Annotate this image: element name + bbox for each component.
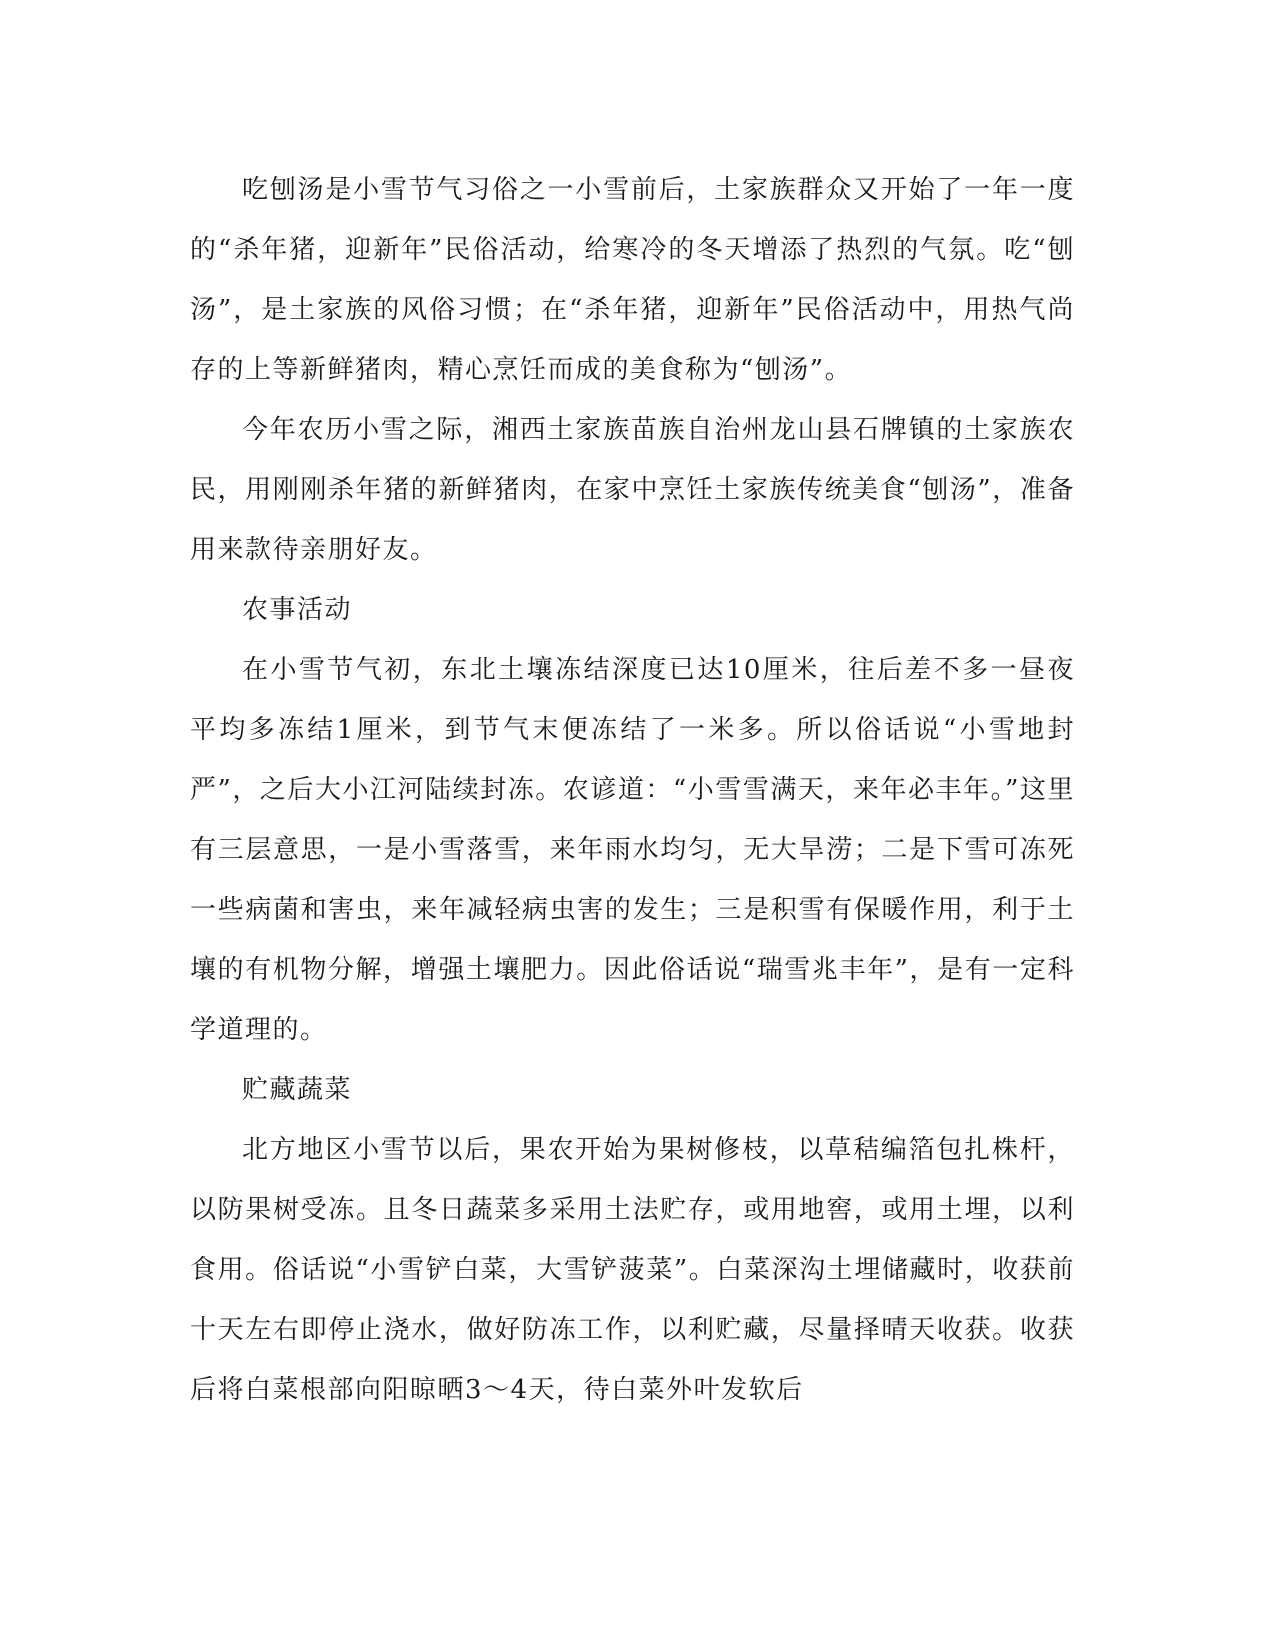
- paragraph-vegetable-storage: 北方地区小雪节以后，果农开始为果树修枝，以草秸编箔包扎株杆，以防果树受冻。且冬日蔬菜多采用土法贮存，或用地窖，或用土埋，以利食用。俗话说“小雪铲白菜，大雪铲菠菜”。白菜深沟土埋储藏时，收获前十天左右即停止浇水，做好防冻工作，以利贮藏，尽量择晴天收获。收获后将白菜根部向阳晾晒3～4天，待白菜外叶发软后: [190, 1135, 1075, 1405]
- paragraph-paotang-custom: 吃刨汤是小雪节气习俗之一小雪前后，土家族群众又开始了一年一度的“杀年猪，迎新年”民俗活动，给寒冷的冬天增添了热烈的气氛。吃“刨汤”，是土家族的风俗习惯；在“杀年猪，迎新年”民俗活动中，用热气尚存的上等新鲜猪肉，精心烹饪而成的美食称为“刨汤”。: [190, 175, 1075, 385]
- paragraph-farming-activities: 在小雪节气初，东北土壤冻结深度已达10厘米，往后差不多一昼夜平均多冻结1厘米，到节气末便冻结了一米多。所以俗话说“小雪地封严”，之后大小江河陆续封冻。农谚道：“小雪雪满天，来年必丰年。”这里有三层意思，一是小雪落雪，来年雨水均匀，无大旱涝；二是下雪可冻死一些病菌和害虫，来年减轻病虫害的发生；三是积雪有保暖作用，利于土壤的有机物分解，增强土壤肥力。因此俗话说“瑞雪兆丰年”，是有一定科学道理的。: [190, 655, 1075, 1045]
- section-heading-vegetable-storage: 贮藏蔬菜: [242, 1075, 353, 1105]
- document-body: [190, 160, 1075, 1420]
- paragraph-longshan-farmers: 今年农历小雪之际，湘西土家族苗族自治州龙山县石牌镇的土家族农民，用刚刚杀年猪的新鲜猪肉，在家中烹饪土家族传统美食“刨汤”，准备用来款待亲朋好友。: [190, 415, 1075, 565]
- section-heading-farming: 农事活动: [242, 595, 353, 625]
